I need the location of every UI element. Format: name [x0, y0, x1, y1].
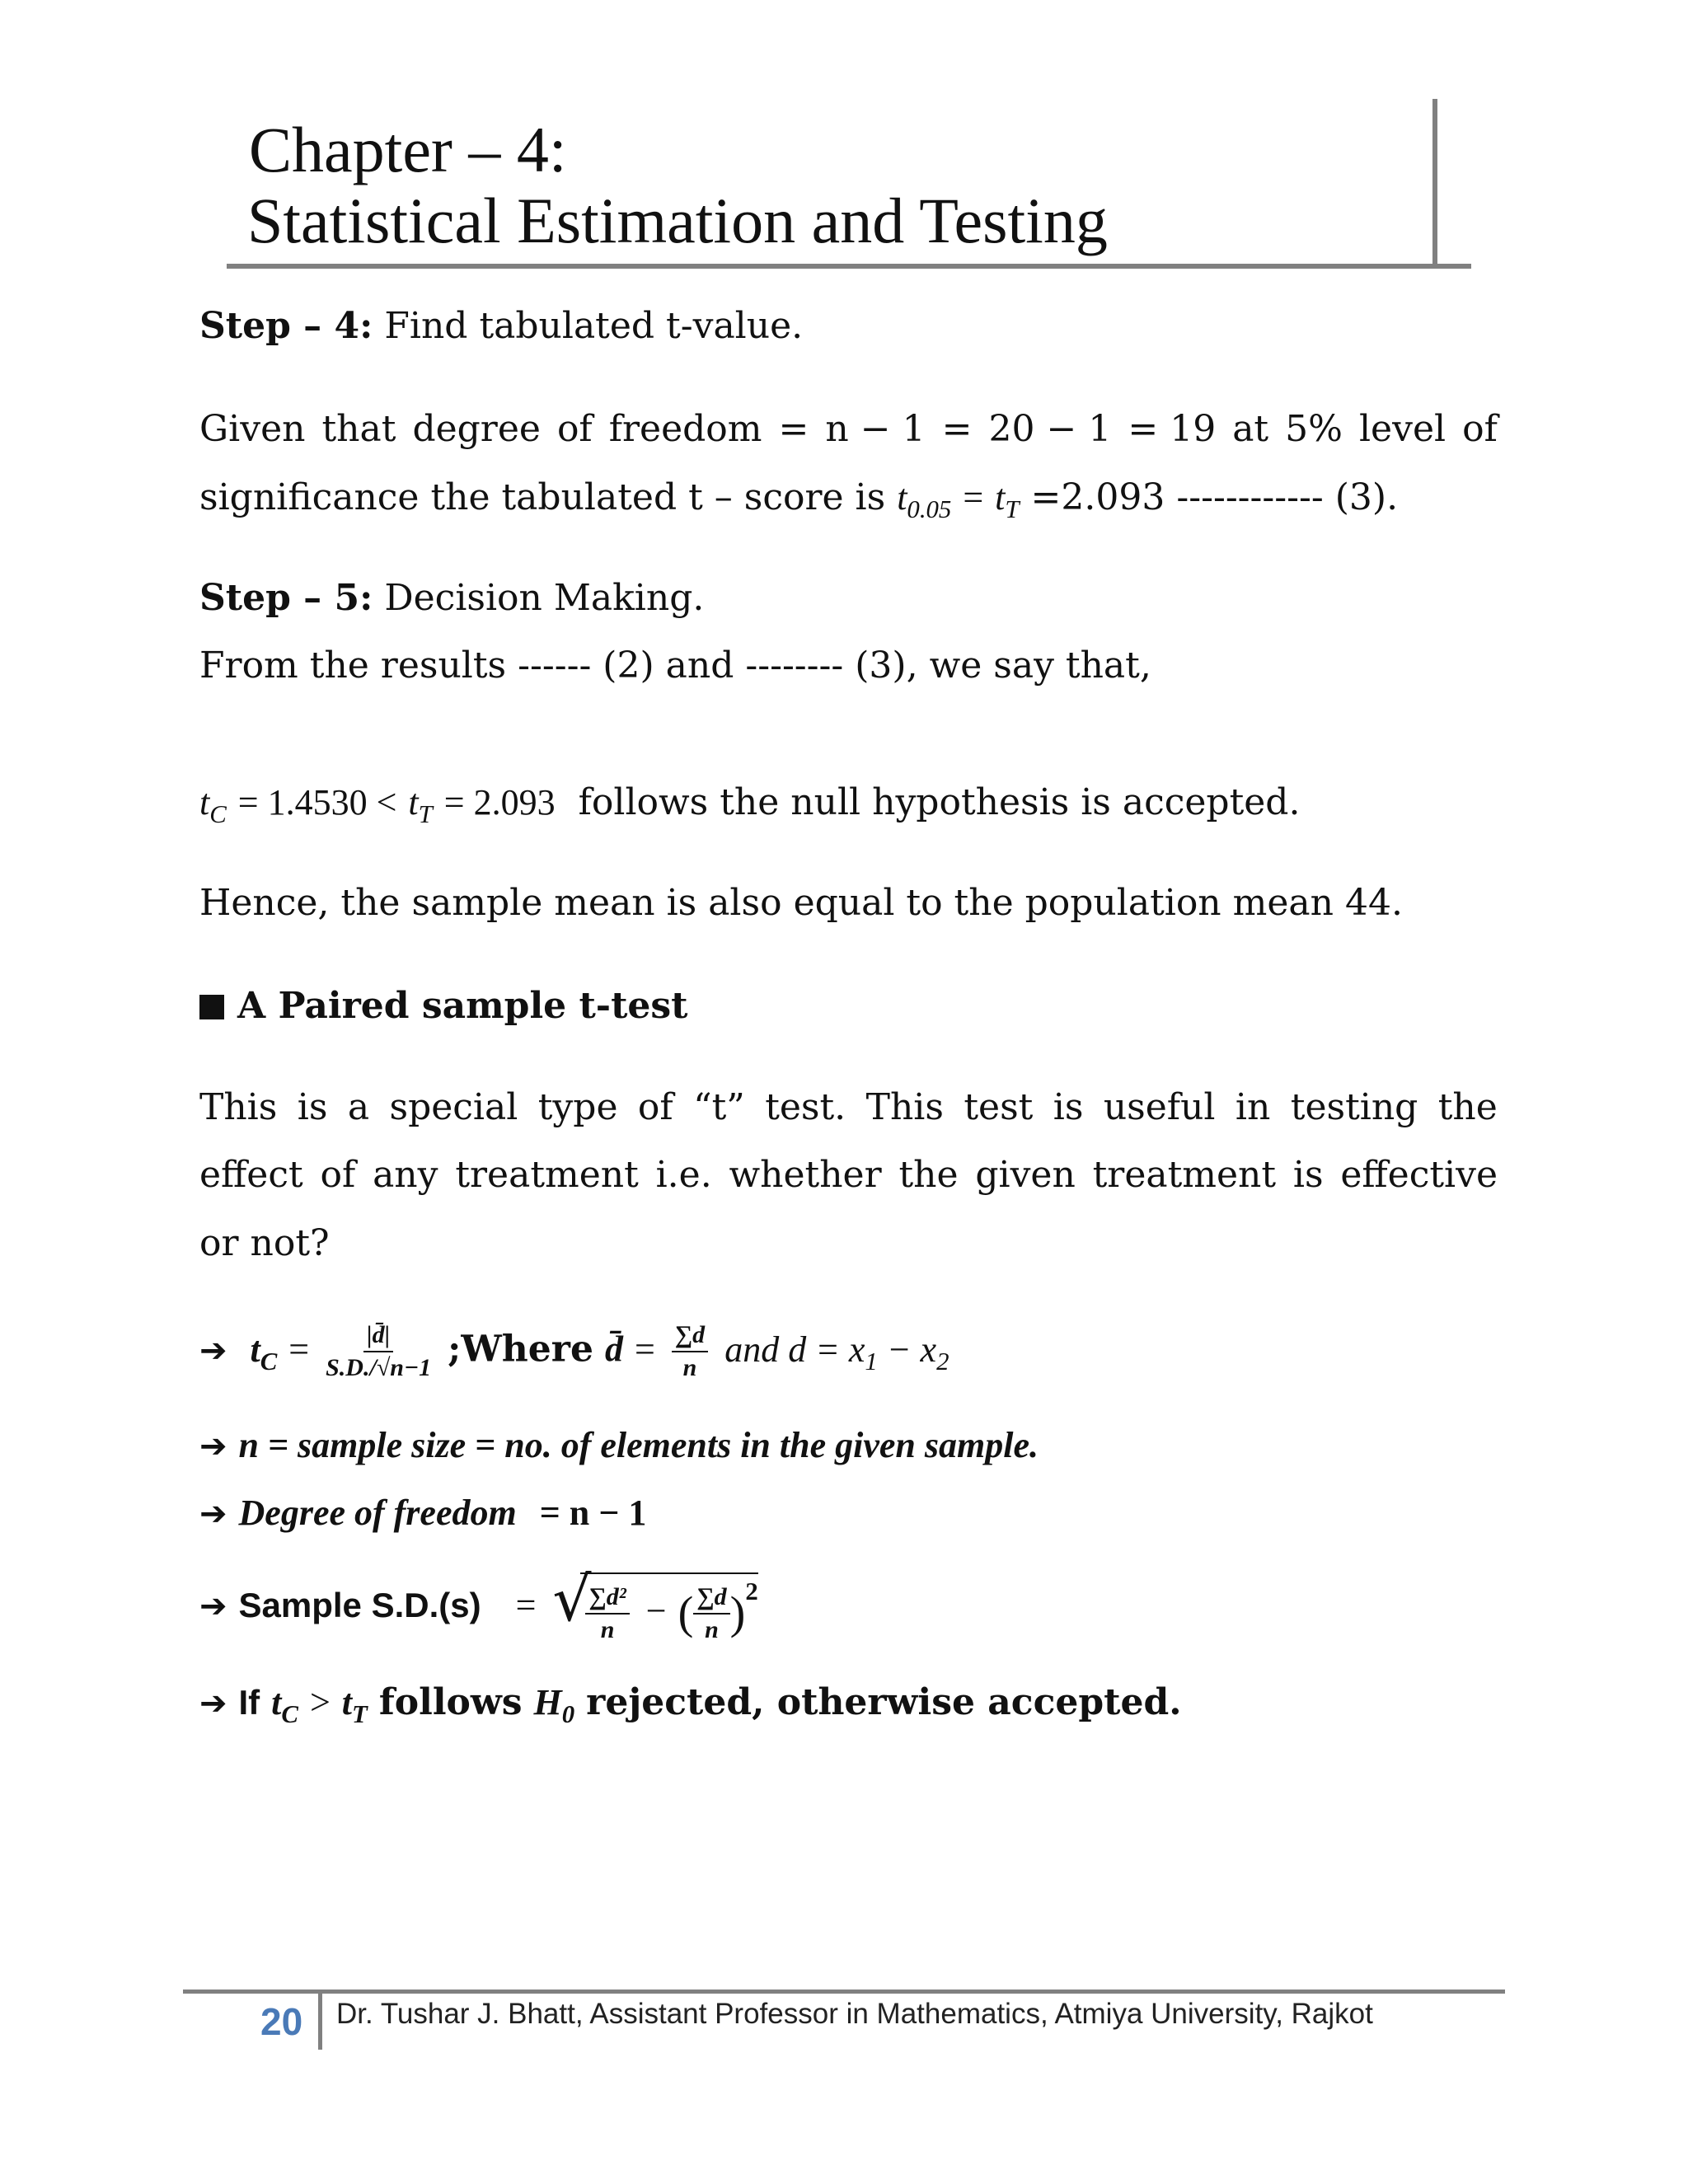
paragraph-word: This	[199, 1086, 278, 1128]
paragraph-word: useful	[1103, 1086, 1216, 1128]
paragraph-line-1	[199, 1086, 1498, 1128]
paragraph-word: treatment	[1092, 1154, 1277, 1196]
tc-fraction: $\frac{|d̄|}{S.D./√n-1}$	[326, 1321, 432, 1381]
paragraph-word: testing	[1290, 1086, 1418, 1128]
formula-bullet-3: ➔ Degree of freedom = n − 1	[199, 1493, 647, 1533]
given-word: 5%	[1285, 408, 1343, 450]
paragraph-word: i.e.	[655, 1154, 712, 1196]
arrow-right-icon: ➔	[199, 1331, 227, 1370]
paragraph-word: of	[637, 1086, 673, 1128]
given-word: of	[1462, 408, 1498, 450]
step-4-text: Find tabulated t-value.	[384, 305, 804, 347]
step-5-label: Step – 5:	[199, 577, 373, 619]
paragraph-word: whether	[729, 1154, 882, 1196]
given-line-1	[199, 408, 1498, 450]
formula-bullet-5: ➔ If $t_C > t_T$ follows $H_0$ rejected, otherwise accepted.	[199, 1681, 1182, 1728]
paragraph-word: special	[389, 1086, 518, 1128]
step-5-text: Decision Making.	[384, 577, 705, 619]
paragraph-word: test.	[765, 1086, 846, 1128]
paragraph-word: the	[898, 1154, 959, 1196]
formula-bullet-2: ➔ n = sample size = no. of elements in the given sample.	[199, 1425, 1039, 1465]
footer-vertical-rule	[318, 1994, 322, 2050]
step-4-label: Step – 4:	[199, 305, 373, 347]
decision-line: $t_C = 1.4530 < t_T = 2.093$ follows the null hypothesis is accepted.	[199, 781, 1301, 828]
given-word: = 19	[1128, 408, 1217, 450]
paragraph-word: effect	[199, 1154, 303, 1196]
given-word: degree	[412, 408, 541, 450]
chapter-title: Chapter – 4:	[249, 114, 567, 185]
paragraph-word: the	[1437, 1086, 1498, 1128]
sqrt-icon: √	[552, 1564, 592, 1635]
given-word: of	[556, 408, 593, 450]
sqrt-expression: √ $\frac{\text{∑d²}}{n}$ − ( $\frac{\sum d}{n}$ )$^2$	[552, 1564, 758, 1643]
given-line-2: significance the tabulated t – score is $t_{0.05} = t_T =2.093$ ------------ (3).	[199, 476, 1399, 523]
given-word: at	[1232, 408, 1269, 450]
t-tabulated-symbol: $t_T$	[995, 477, 1020, 523]
header-vertical-rule	[1432, 99, 1437, 264]
header-rule	[227, 264, 1471, 269]
arrow-right-icon: ➔	[199, 1586, 227, 1625]
paragraph-word: given	[975, 1154, 1076, 1196]
t-score-symbol: $t_{0.05}$	[897, 477, 952, 523]
dbar-fraction: $\frac{\sum d}{n}$	[672, 1323, 708, 1380]
chapter-subtitle: Statistical Estimation and Testing	[247, 185, 1108, 256]
paragraph-word: “t”	[693, 1086, 745, 1128]
paragraph-word: is	[1053, 1086, 1084, 1128]
given-word: n − 1	[825, 408, 926, 450]
paragraph-word: effective	[1340, 1154, 1498, 1196]
paragraph-word: in	[1235, 1086, 1271, 1128]
given-word: =	[941, 408, 973, 450]
paragraph-line-2	[199, 1154, 1498, 1196]
arrow-right-icon: ➔	[199, 1427, 227, 1465]
given-word: Given	[199, 408, 306, 450]
formula-bullet-1: ➔ $t_C$ = $\frac{|d̄|}{S.D./√n-1}$ ;Where d̄ = $\frac{\sum d}{n}$ and $d = x_1 - x_2$	[199, 1321, 950, 1381]
paragraph-word: any	[373, 1154, 438, 1196]
formula-bullet-4: ➔ Sample S.D.(s) = √ $\frac{\text{∑d²}}{n}$ − ( $\frac{\sum d}{n}$ )$^2$	[199, 1564, 758, 1643]
paragraph-word: of	[320, 1154, 356, 1196]
given-word: =	[778, 408, 809, 450]
chapter-header	[227, 107, 1471, 272]
given-word: freedom	[608, 408, 762, 450]
footer-author: Dr. Tushar J. Bhatt, Assistant Professor in Mathematics, Atmiya University, Rajkot	[336, 1998, 1373, 2030]
paragraph-word: This	[865, 1086, 944, 1128]
paragraph-word: a	[347, 1086, 370, 1128]
paragraph-word: treatment	[455, 1154, 639, 1196]
given-word: level	[1358, 408, 1447, 450]
given-word: that	[321, 408, 396, 450]
from-results-line: From the results ------ (2) and -------- (3), we say that,	[199, 644, 1151, 687]
footer-rule	[183, 1990, 1505, 1994]
given-word: 20 − 1	[988, 408, 1112, 450]
step-4-line	[199, 305, 1498, 347]
arrow-right-icon: ➔	[199, 1685, 227, 1722]
paragraph-word: test	[964, 1086, 1034, 1128]
paragraph-word: is	[297, 1086, 328, 1128]
paragraph-line-3: or not?	[199, 1222, 330, 1264]
section-heading: A Paired sample t-test	[199, 985, 1498, 1027]
step-5-line	[199, 577, 1498, 619]
arrow-right-icon: ➔	[199, 1495, 227, 1533]
paragraph-word: type	[537, 1086, 618, 1128]
hence-line: Hence, the sample mean is also equal to the population mean 44.	[199, 882, 1403, 924]
paragraph-word: is	[1292, 1154, 1324, 1196]
square-bullet-icon	[199, 995, 224, 1019]
page-number: 20	[260, 2000, 303, 2043]
